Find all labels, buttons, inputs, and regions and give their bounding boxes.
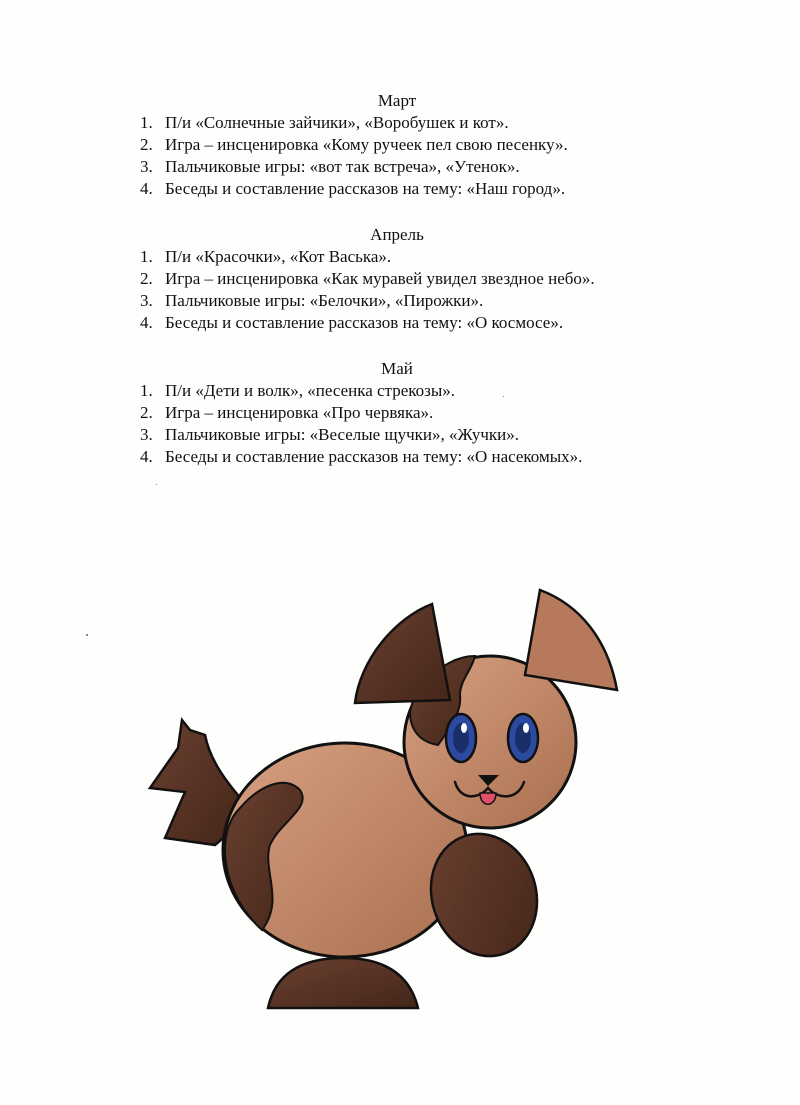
item-text: Беседы и составление рассказов на тему: «О космосе». [165, 313, 564, 332]
item-number: 3. [140, 157, 153, 176]
item-text: Игра – инсценировка «Кому ручеек пел свою песенку». [165, 135, 568, 154]
item-text: Игра – инсценировка «Как муравей увидел звездное небо». [165, 269, 595, 288]
activity-list [140, 112, 680, 200]
month-title: Март [377, 91, 417, 110]
item-text: П/и «Солнечные зайчики», «Воробушек и кот». [165, 113, 509, 132]
list-item [140, 402, 680, 424]
list-item [140, 268, 680, 290]
item-text: Беседы и составление рассказов на тему: «Наш город». [165, 179, 566, 198]
item-text: П/и «Дети и волк», «песенка стрекозы». [165, 381, 456, 400]
section-march [140, 90, 680, 200]
puppy-illustration [140, 580, 630, 1020]
item-text: Пальчиковые игры: «Веселые щучки», «Жучки». [165, 425, 520, 444]
item-number: 2. [140, 269, 153, 288]
activity-plan [140, 90, 680, 492]
item-number: 1. [140, 113, 153, 132]
item-text: Пальчиковые игры: «Белочки», «Пирожки». [165, 291, 484, 310]
list-item [140, 112, 680, 134]
activity-list [140, 246, 680, 334]
list-item [140, 156, 680, 178]
list-item [140, 446, 680, 468]
item-number: 2. [140, 403, 153, 422]
item-number: 3. [140, 291, 153, 310]
list-item [140, 290, 680, 312]
foot [268, 958, 418, 1008]
list-item [140, 380, 680, 402]
item-text: Игра – инсценировка «Про червяка». [165, 403, 434, 422]
scan-speck [503, 396, 504, 397]
scan-speck [86, 634, 88, 636]
activity-list [140, 380, 680, 468]
scan-speck [156, 484, 157, 485]
section-may [140, 358, 680, 468]
list-item [140, 178, 680, 200]
item-number: 4. [140, 313, 153, 332]
list-item [140, 424, 680, 446]
item-number: 4. [140, 179, 153, 198]
item-number: 3. [140, 425, 153, 444]
list-item [140, 134, 680, 156]
left-ear [355, 604, 450, 703]
month-title: Май [381, 359, 413, 378]
list-item [140, 312, 680, 334]
section-april [140, 224, 680, 334]
item-number: 2. [140, 135, 153, 154]
month-title: Апрель [370, 225, 424, 244]
item-number: 4. [140, 447, 153, 466]
item-text: П/и «Красочки», «Кот Васька». [165, 247, 392, 266]
item-number: 1. [140, 247, 153, 266]
item-text: Пальчиковые игры: «вот так встреча», «Утенок». [165, 157, 520, 176]
right-ear [525, 590, 617, 690]
list-item [140, 246, 680, 268]
item-number: 1. [140, 381, 153, 400]
item-text: Беседы и составление рассказов на тему: «О насекомых». [165, 447, 583, 466]
